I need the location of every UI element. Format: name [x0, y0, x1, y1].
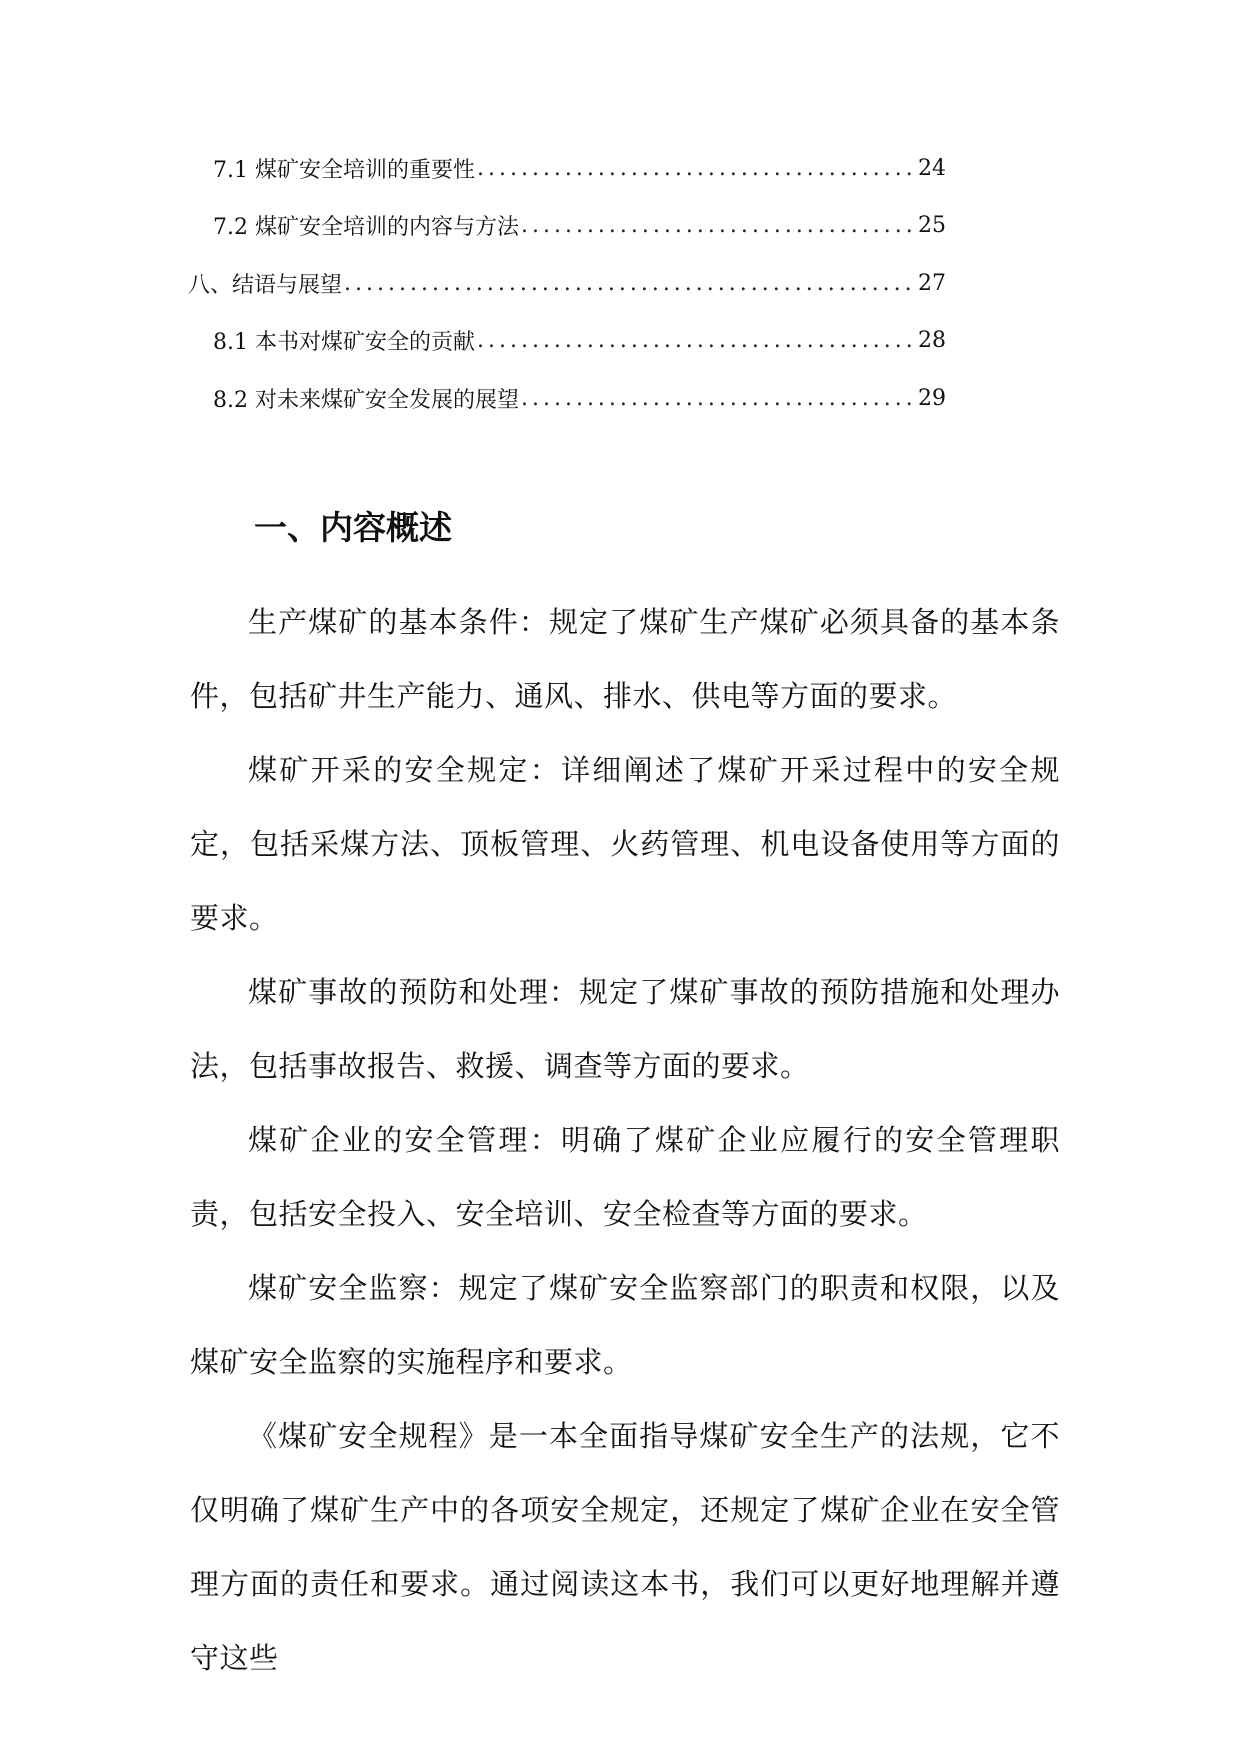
toc-entry-title: 八、结语与展望 [188, 272, 343, 298]
body-paragraph: 煤矿安全监察：规定了煤矿安全监察部门的职责和权限，以及煤矿安全监察的实施程序和要求。 [190, 1271, 1060, 1379]
toc-entry-8[interactable] [188, 263, 946, 303]
toc-entry-7-2[interactable] [213, 205, 946, 245]
toc-entry-title: 7.1 煤矿安全培训的重要性 [213, 157, 475, 183]
toc-page-number: 25 [918, 212, 946, 238]
toc-entry-8-1[interactable] [213, 320, 946, 360]
toc-page-number: 27 [918, 270, 946, 296]
toc-dot-leader [475, 156, 916, 181]
toc-page-number: 24 [918, 155, 946, 181]
toc-dot-leader [475, 328, 916, 353]
toc-entry-title: 8.1 本书对煤矿安全的贡献 [213, 329, 475, 355]
section-heading: 一、内容概述 [254, 508, 452, 547]
body-paragraph: 煤矿事故的预防和处理：规定了煤矿事故的预防措施和处理办法，包括事故报告、救援、调查等方面的要求。 [190, 975, 1060, 1083]
body-paragraph: 《煤矿安全规程》是一本全面指导煤矿安全生产的法规，它不仅明确了煤矿生产中的各项安全规定，还规定了煤矿企业在安全管理方面的责任和要求。通过阅读这本书，我们可以更好地理解并遵守这些 [190, 1419, 1060, 1675]
toc-dot-leader [519, 386, 916, 411]
toc-dot-leader [342, 271, 916, 296]
section-body [190, 585, 1060, 1695]
toc-entry-title: 8.2 对未来煤矿安全发展的展望 [213, 387, 519, 413]
toc-entry-7-1[interactable] [213, 148, 946, 188]
toc-page-number: 28 [918, 327, 946, 353]
body-paragraph: 煤矿开采的安全规定：详细阐述了煤矿开采过程中的安全规定，包括采煤方法、顶板管理、火药管理、机电设备使用等方面的要求。 [190, 753, 1060, 935]
body-paragraph: 生产煤矿的基本条件：规定了煤矿生产煤矿必须具备的基本条件，包括矿井生产能力、通风、排水、供电等方面的要求。 [190, 605, 1060, 713]
toc-dot-leader [519, 213, 916, 238]
toc-entry-title: 7.2 煤矿安全培训的内容与方法 [213, 214, 519, 240]
body-paragraph: 煤矿企业的安全管理：明确了煤矿企业应履行的安全管理职责，包括安全投入、安全培训、安全检查等方面的要求。 [190, 1123, 1060, 1231]
toc-entry-8-2[interactable] [213, 378, 946, 418]
toc-page-number: 29 [918, 385, 946, 411]
